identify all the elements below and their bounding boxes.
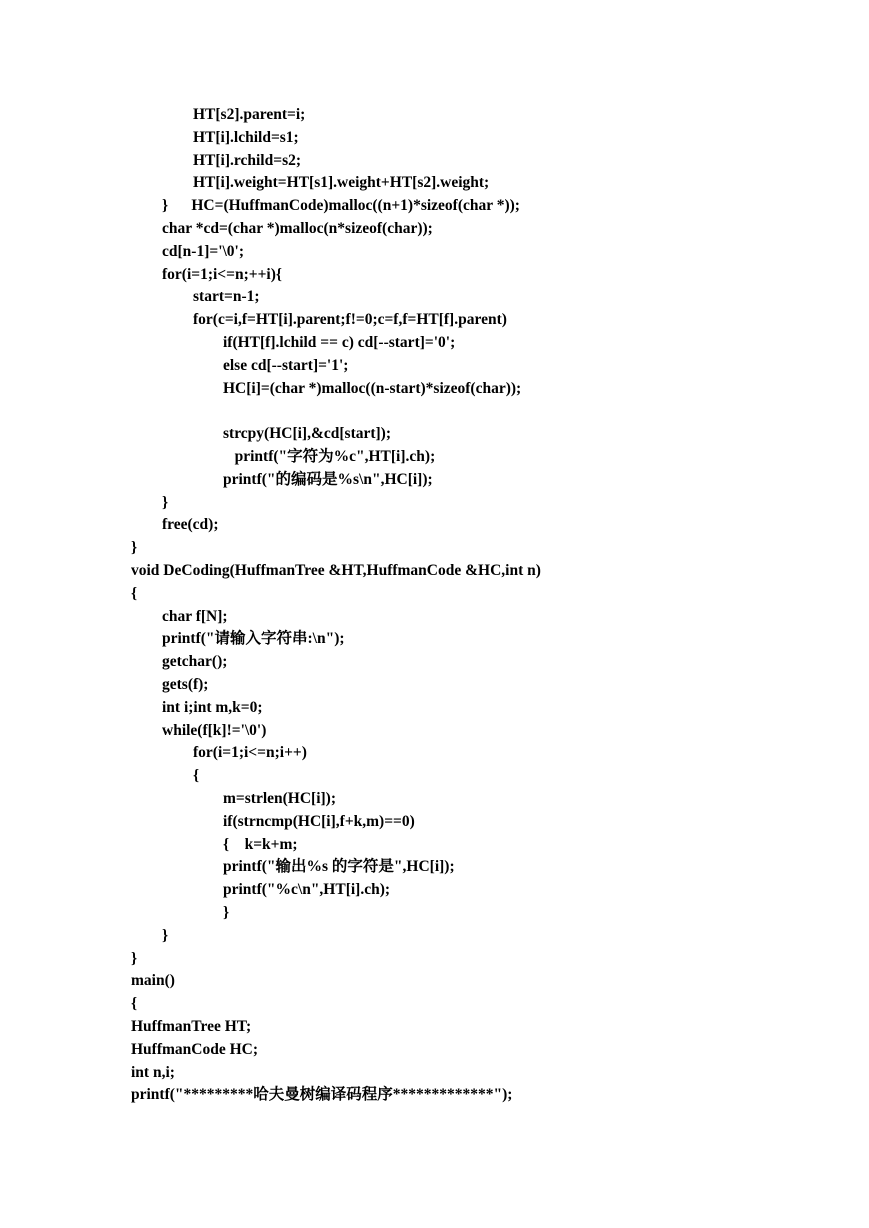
code-line: printf("*********哈夫曼树编译码程序*************"); bbox=[131, 1086, 513, 1104]
code-line: HuffmanTree HT; bbox=[131, 1018, 252, 1035]
code-line: getchar(); bbox=[162, 653, 228, 671]
code-line: char f[N]; bbox=[162, 607, 228, 625]
code-line: cd[n-1]='\0'; bbox=[162, 242, 245, 260]
code-line: int i;int m,k=0; bbox=[162, 698, 263, 716]
code-line: for(i=1;i<=n;i++) bbox=[193, 744, 307, 762]
code-line: while(f[k]!='\0') bbox=[162, 721, 267, 739]
code-line: if(HT[f].lchild == c) cd[--start]='0'; bbox=[223, 334, 456, 351]
code-line: printf("%c\n",HT[i].ch); bbox=[223, 881, 391, 899]
code-line: if(strncmp(HC[i],f+k,m)==0) bbox=[223, 812, 415, 830]
code-line: int n,i; bbox=[131, 1063, 175, 1081]
code-line: } bbox=[223, 904, 230, 921]
code-line: } HC=(HuffmanCode)malloc((n+1)*sizeof(char *)); bbox=[162, 197, 520, 215]
code-line: void DeCoding(HuffmanTree &HT,HuffmanCode &HC,int n) bbox=[131, 562, 541, 579]
code-line: HT[i].lchild=s1; bbox=[193, 128, 299, 146]
code-line: HT[s2].parent=i; bbox=[193, 106, 306, 123]
code-line: HC[i]=(char *)malloc((n-start)*sizeof(char)); bbox=[223, 379, 522, 397]
code-line: HT[i].weight=HT[s1].weight+HT[s2].weight; bbox=[193, 174, 490, 192]
code-line: { bbox=[131, 584, 138, 602]
code-line: } bbox=[131, 539, 138, 557]
code-line: } bbox=[162, 926, 169, 944]
code-line: printf("的编码是%s\n",HC[i]); bbox=[223, 470, 433, 488]
code-line: for(i=1;i<=n;++i){ bbox=[162, 265, 282, 283]
code-line: for(c=i,f=HT[i].parent;f!=0;c=f,f=HT[f].parent) bbox=[193, 311, 507, 329]
code-line: { bbox=[131, 995, 138, 1013]
code-line: HT[i].rchild=s2; bbox=[193, 151, 302, 169]
code-line: printf("请输入字符串:\n"); bbox=[162, 630, 345, 648]
code-line: { bbox=[193, 767, 200, 785]
code-line: printf("输出%s 的字符是",HC[i]); bbox=[223, 858, 455, 876]
code-line: gets(f); bbox=[162, 676, 209, 693]
code-line: start=n-1; bbox=[193, 288, 260, 306]
code-line: HuffmanCode HC; bbox=[131, 1040, 259, 1058]
code-line: else cd[--start]='1'; bbox=[223, 356, 349, 374]
code-line: free(cd); bbox=[162, 516, 219, 534]
code-line: strcpy(HC[i],&cd[start]); bbox=[223, 425, 392, 443]
code-line: { k=k+m; bbox=[223, 835, 298, 853]
code-line: m=strlen(HC[i]); bbox=[223, 790, 336, 807]
code-line: } bbox=[131, 949, 138, 967]
code-line: } bbox=[162, 493, 169, 511]
code-line: char *cd=(char *)malloc(n*sizeof(char)); bbox=[162, 220, 433, 237]
code-line: main() bbox=[131, 972, 175, 990]
code-line: printf("字符为%c",HT[i].ch); bbox=[223, 448, 436, 465]
